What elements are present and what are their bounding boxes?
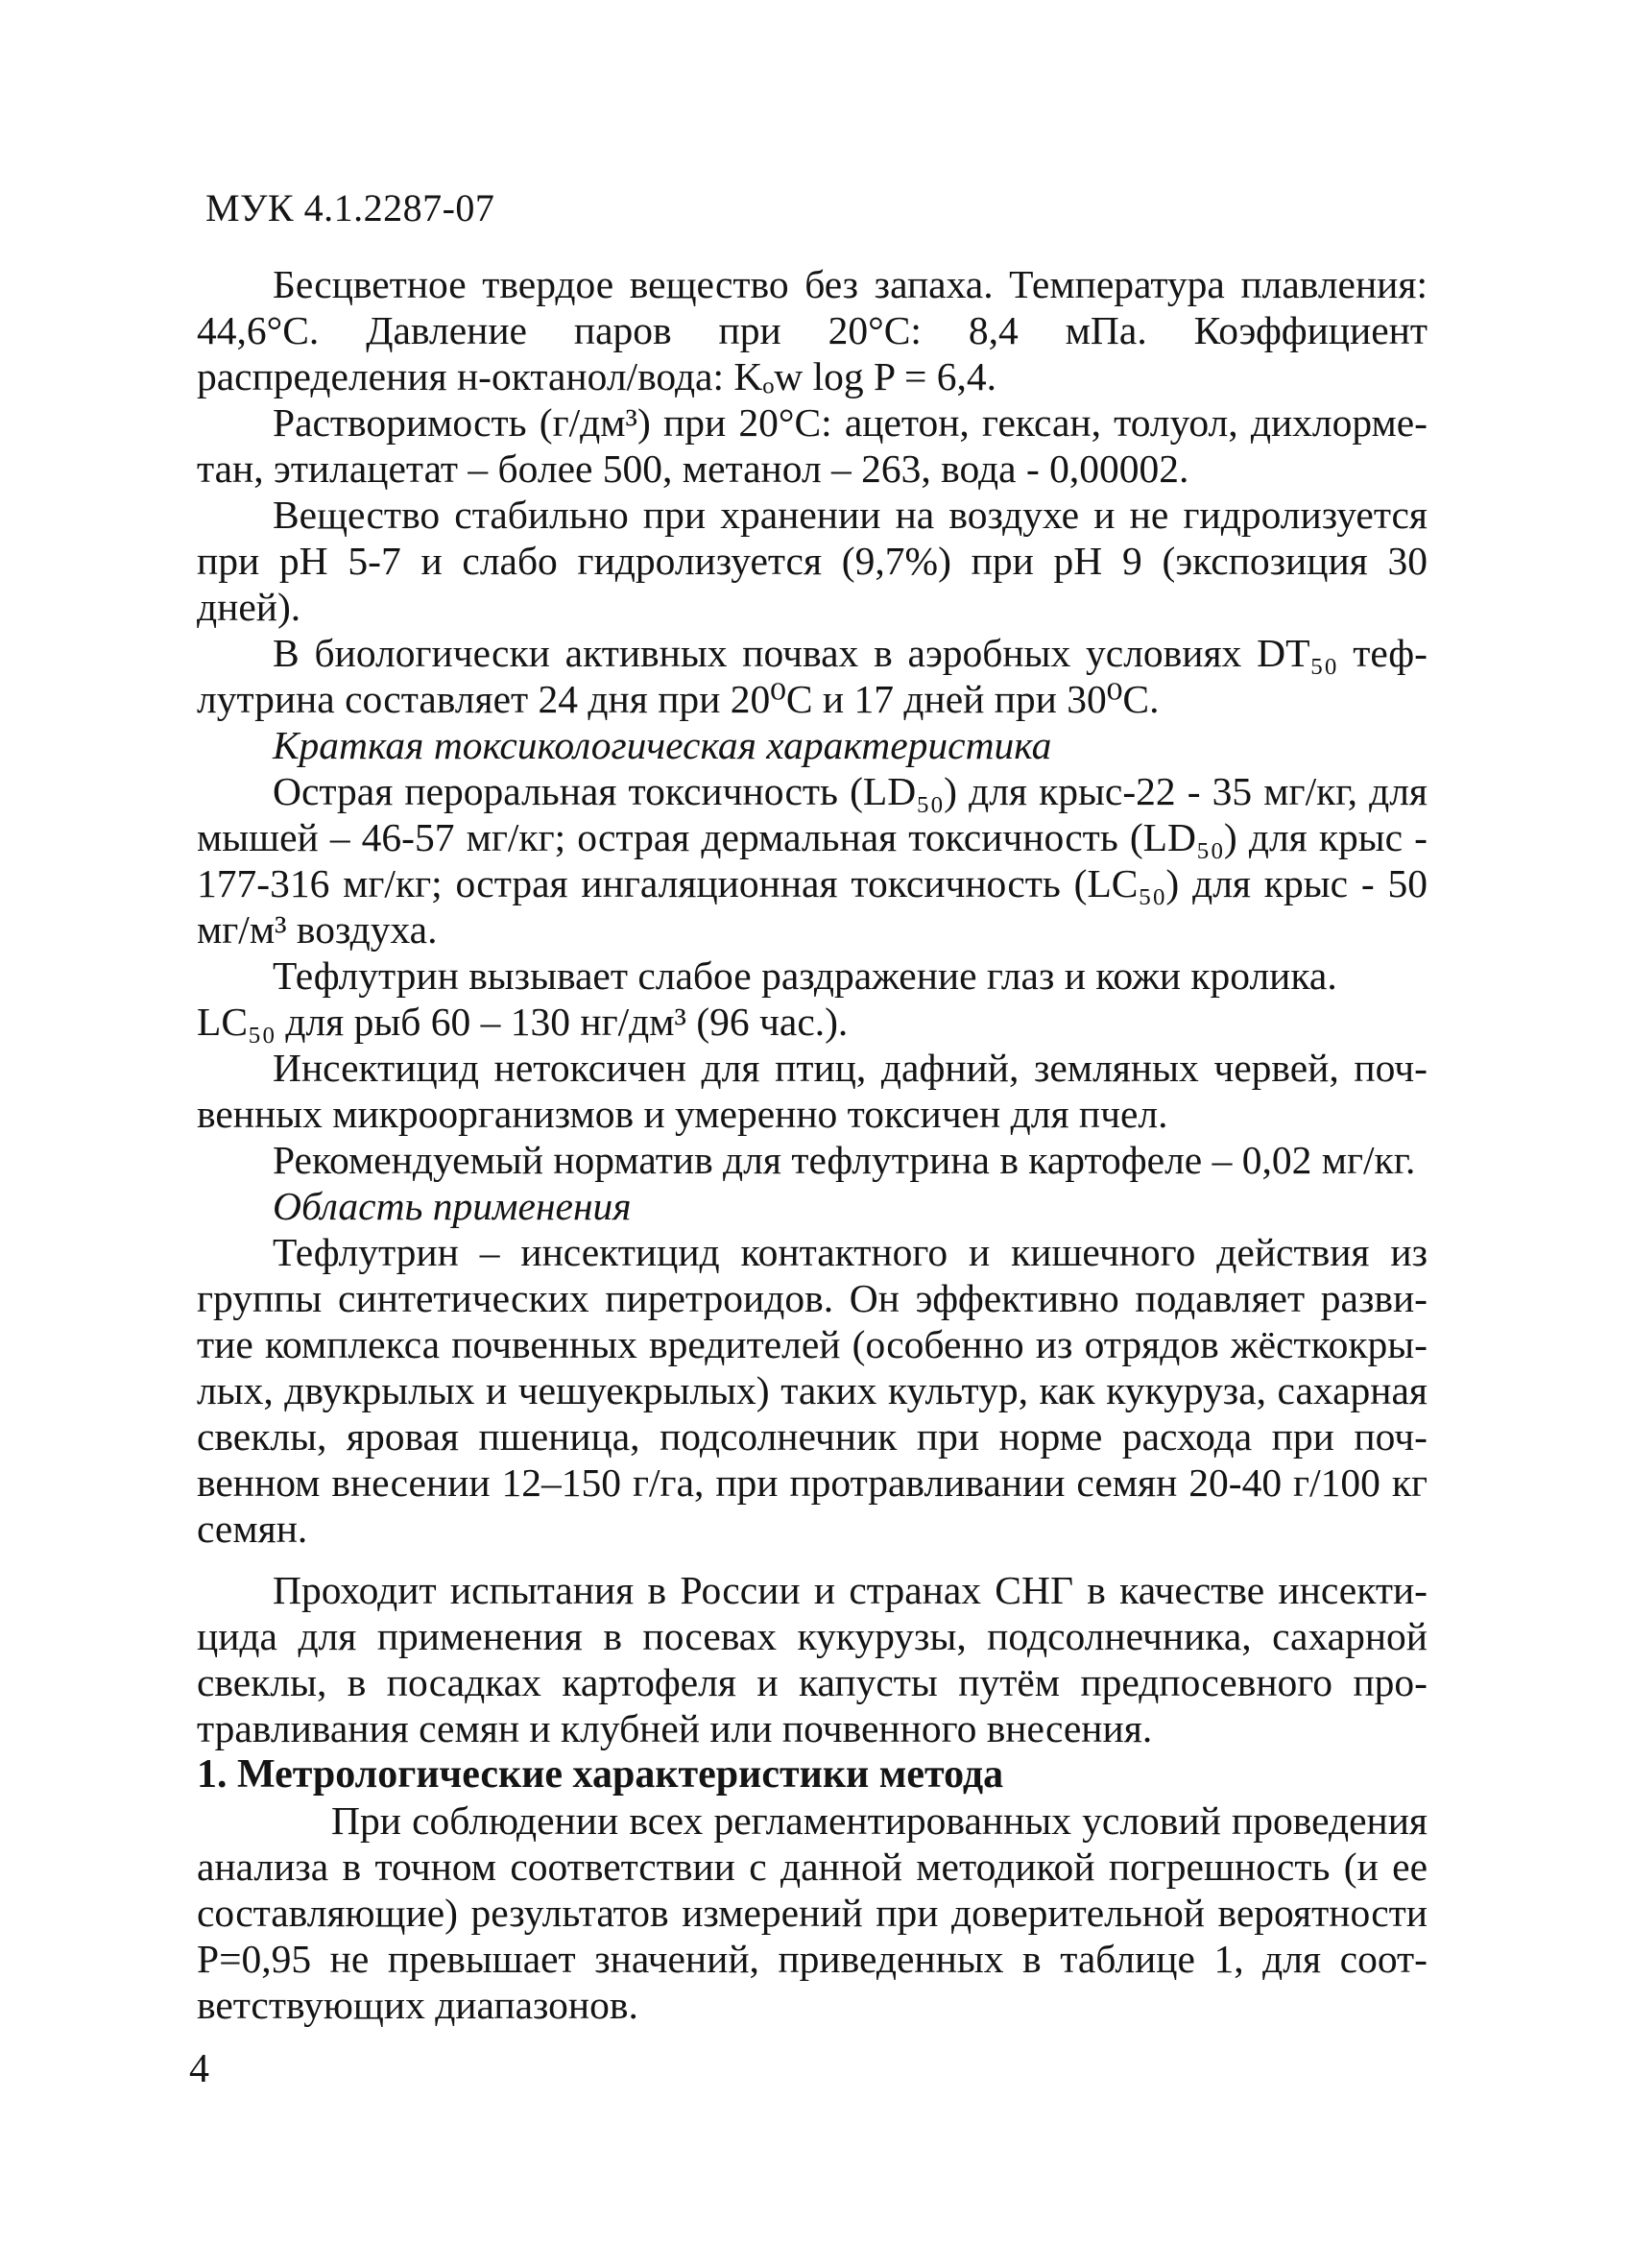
paragraph-acute-toxicity: Острая пероральная токсичность (LD₅₀) для крыс-22 - 35 мг/кг, для мышей – 46-57 мг/кг; острая дермальная токсичность (LD₅₀) для крыс - 177-316 мг/кг; острая ингаляционная токсичность (LC₅₀) для крыс - 50 мг/м³ воздуха.: [197, 769, 1428, 952]
page-number: 4: [189, 2047, 209, 2091]
paragraph-fish-toxicity: LC₅₀ для рыб 60 – 130 нг/дм³ (96 час.).: [197, 1000, 849, 1044]
paragraph-soil-degradation: В биологически активных почвах в аэробных условиях DT₅₀ тефлутрина составляет 24 дня при 20⁰С и 17 дней при 30⁰С.: [197, 631, 1428, 721]
paragraph-stability: Вещество стабильно при хранении на воздухе и не гидролизуется при pH 5-7 и слабо гидролизуется (9,7%) при pH 9 (экспозиция 30 дней).: [197, 493, 1428, 629]
paragraph-recommended-norm: Рекомендуемый норматив для тефлутрина в картофеле – 0,02 мг/кг.: [273, 1138, 1416, 1182]
document-body: [197, 261, 1428, 2028]
paragraph-application: Тефлутрин – инсектицид контактного и кишечного действия из группы синтетических пиретроидов. Он эффективно подавляет развитие комплекса почвенных вредителей (особенно из отрядов жёсткокрылых, двукрылых и чешуекрылых) таких культур, как кукуруза, сахарная свеклы, яровая пшеница, подсолнечник при норме расхода при почвенном внесении 12–150 г/га, при протравливании семян 20-40 г/100 кг семян.: [197, 1230, 1428, 1551]
paragraph-solubility: Растворимость (г/дм³) при 20°C: ацетон, гексан, толуол, дихлорметан, этилацетат – более 500, метанол – 263, вода - 0,00002.: [197, 400, 1428, 491]
paragraph-metrology: При соблюдении всех регламентированных условий проведения анализа в точном соответствии с данной методикой погрешность (и ее составляющие) результатов измерений при доверительной вероятности P=0,95 не превышает значений, приведенных в таблице 1, для соответствующих диапазонов.: [197, 1798, 1428, 2027]
paragraph-ecotoxicity: Инсектицид нетоксичен для птиц, дафний, земляных червей, почвенных микроорганизмов и умеренно токсичен для пчел.: [197, 1046, 1428, 1136]
heading-toxicology: Краткая токсикологическая характеристика: [273, 723, 1052, 767]
paragraph-physical-properties: Бесцветное твердое вещество без запаха. Температура плавления: 44,6°C. Давление паров при 20°C: 8,4 мПа. Коэффициент распределения н-октанол/вода: Kₒw log P = 6,4.: [197, 262, 1428, 398]
paragraph-trials: Проходит испытания в России и странах СНГ в качестве инсектицида для применения в посевах кукурузы, подсолнечника, сахарной свеклы, в посадках картофеля и капусты путём предпосевного протравливания семян и клубней или почвенного внесения.: [197, 1568, 1428, 1750]
paragraph-irritation: Тефлутрин вызывает слабое раздражение глаз и кожи кролика.: [273, 953, 1337, 998]
document-code-header: МУК 4.1.2287-07: [205, 186, 495, 229]
section-1-title: 1. Метрологические характеристики метода: [197, 1752, 1004, 1797]
heading-application-area: Область применения: [273, 1184, 632, 1228]
